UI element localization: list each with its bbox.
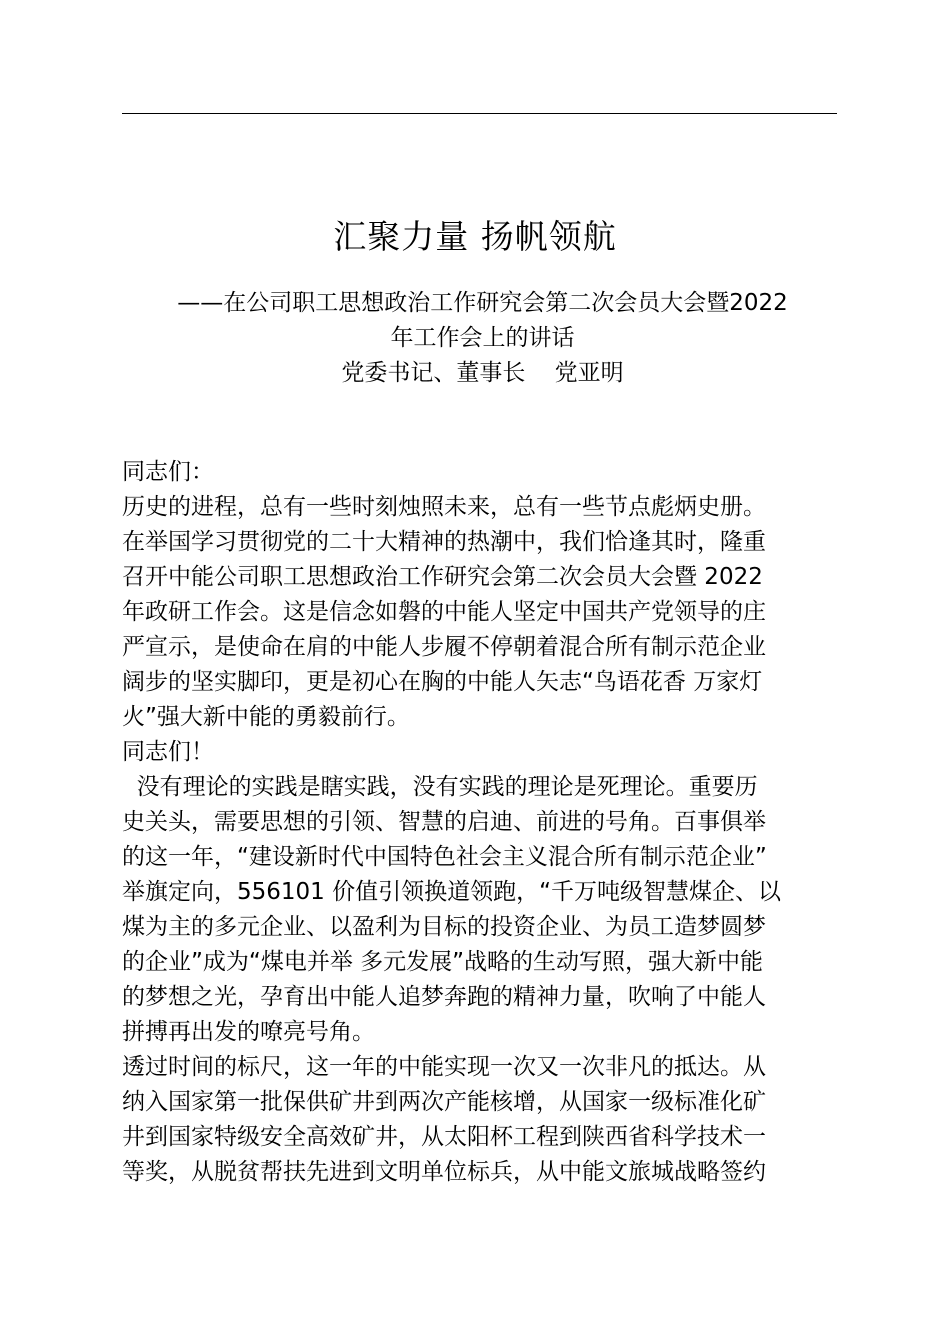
body-line: 的梦想之光，孕育出中能人追梦奔跑的精神力量，吹响了中能人 xyxy=(122,984,766,1010)
body-line: 拼搏再出发的嘹亮号角。 xyxy=(122,1019,375,1045)
document-title: 汇聚力量 扬帆领航 xyxy=(333,217,617,256)
body-line: 史关头，需要思想的引领、智慧的启迪、前进的号角。百事俱举 xyxy=(122,809,766,835)
body-line: 透过时间的标尺，这一年的中能实现一次又一次非凡的抵达。从 xyxy=(122,1054,766,1080)
body-line: 井到国家特级安全高效矿井，从太阳杯工程到陕西省科学技术一 xyxy=(122,1124,766,1150)
body-line: 召开中能公司职工思想政治工作研究会第二次会员大会暨 2022 xyxy=(122,564,763,590)
body-line: 严宣示，是使命在肩的中能人步履不停朝着混合所有制示范企业 xyxy=(122,634,766,660)
body-line: 同志们： xyxy=(122,459,214,485)
body-line: 火”强大新中能的勇毅前行。 xyxy=(122,704,410,730)
body-line: 年政研工作会。这是信念如磐的中能人坚定中国共产党领导的庄 xyxy=(122,599,766,625)
speaker-line: 党委书记、董事长 党亚明 xyxy=(341,360,624,386)
speech-body xyxy=(122,455,838,1190)
body-line: 历史的进程，总有一些时刻烛照未来，总有一些节点彪炳史册。 xyxy=(122,494,766,520)
body-line: 阔步的坚实脚印，更是初心在胸的中能人矢志“鸟语花香 万家灯 xyxy=(122,669,763,695)
subtitle-line-2: 年工作会上的讲话 xyxy=(390,325,575,351)
header-rule xyxy=(122,113,837,114)
body-line: 没有理论的实践是瞎实践，没有实践的理论是死理论。重要历 xyxy=(122,774,758,800)
body-line: 在举国学习贯彻党的二十大精神的热潮中，我们恰逢其时，隆重 xyxy=(122,529,766,555)
document-subtitle xyxy=(130,286,835,391)
body-line: 同志们！ xyxy=(122,739,214,765)
body-line: 举旗定向，556101 价值引领换道领跑，“千万吨级智慧煤企、以 xyxy=(122,879,782,905)
subtitle-line-1: ——在公司职工思想政治工作研究会第二次会员大会暨2022 xyxy=(177,290,788,316)
body-line: 的这一年，“建设新时代中国特色社会主义混合所有制示范企业” xyxy=(122,844,767,870)
body-line: 煤为主的多元企业、以盈利为目标的投资企业、为员工造梦圆梦 xyxy=(122,914,766,940)
body-line: 等奖，从脱贫帮扶先进到文明单位标兵，从中能文旅城战略签约 xyxy=(122,1159,766,1185)
body-line: 纳入国家第一批保供矿井到两次产能核增，从国家一级标准化矿 xyxy=(122,1089,766,1115)
body-line: 的企业”成为“煤电并举 多元发展”战略的生动写照，强大新中能 xyxy=(122,949,764,975)
